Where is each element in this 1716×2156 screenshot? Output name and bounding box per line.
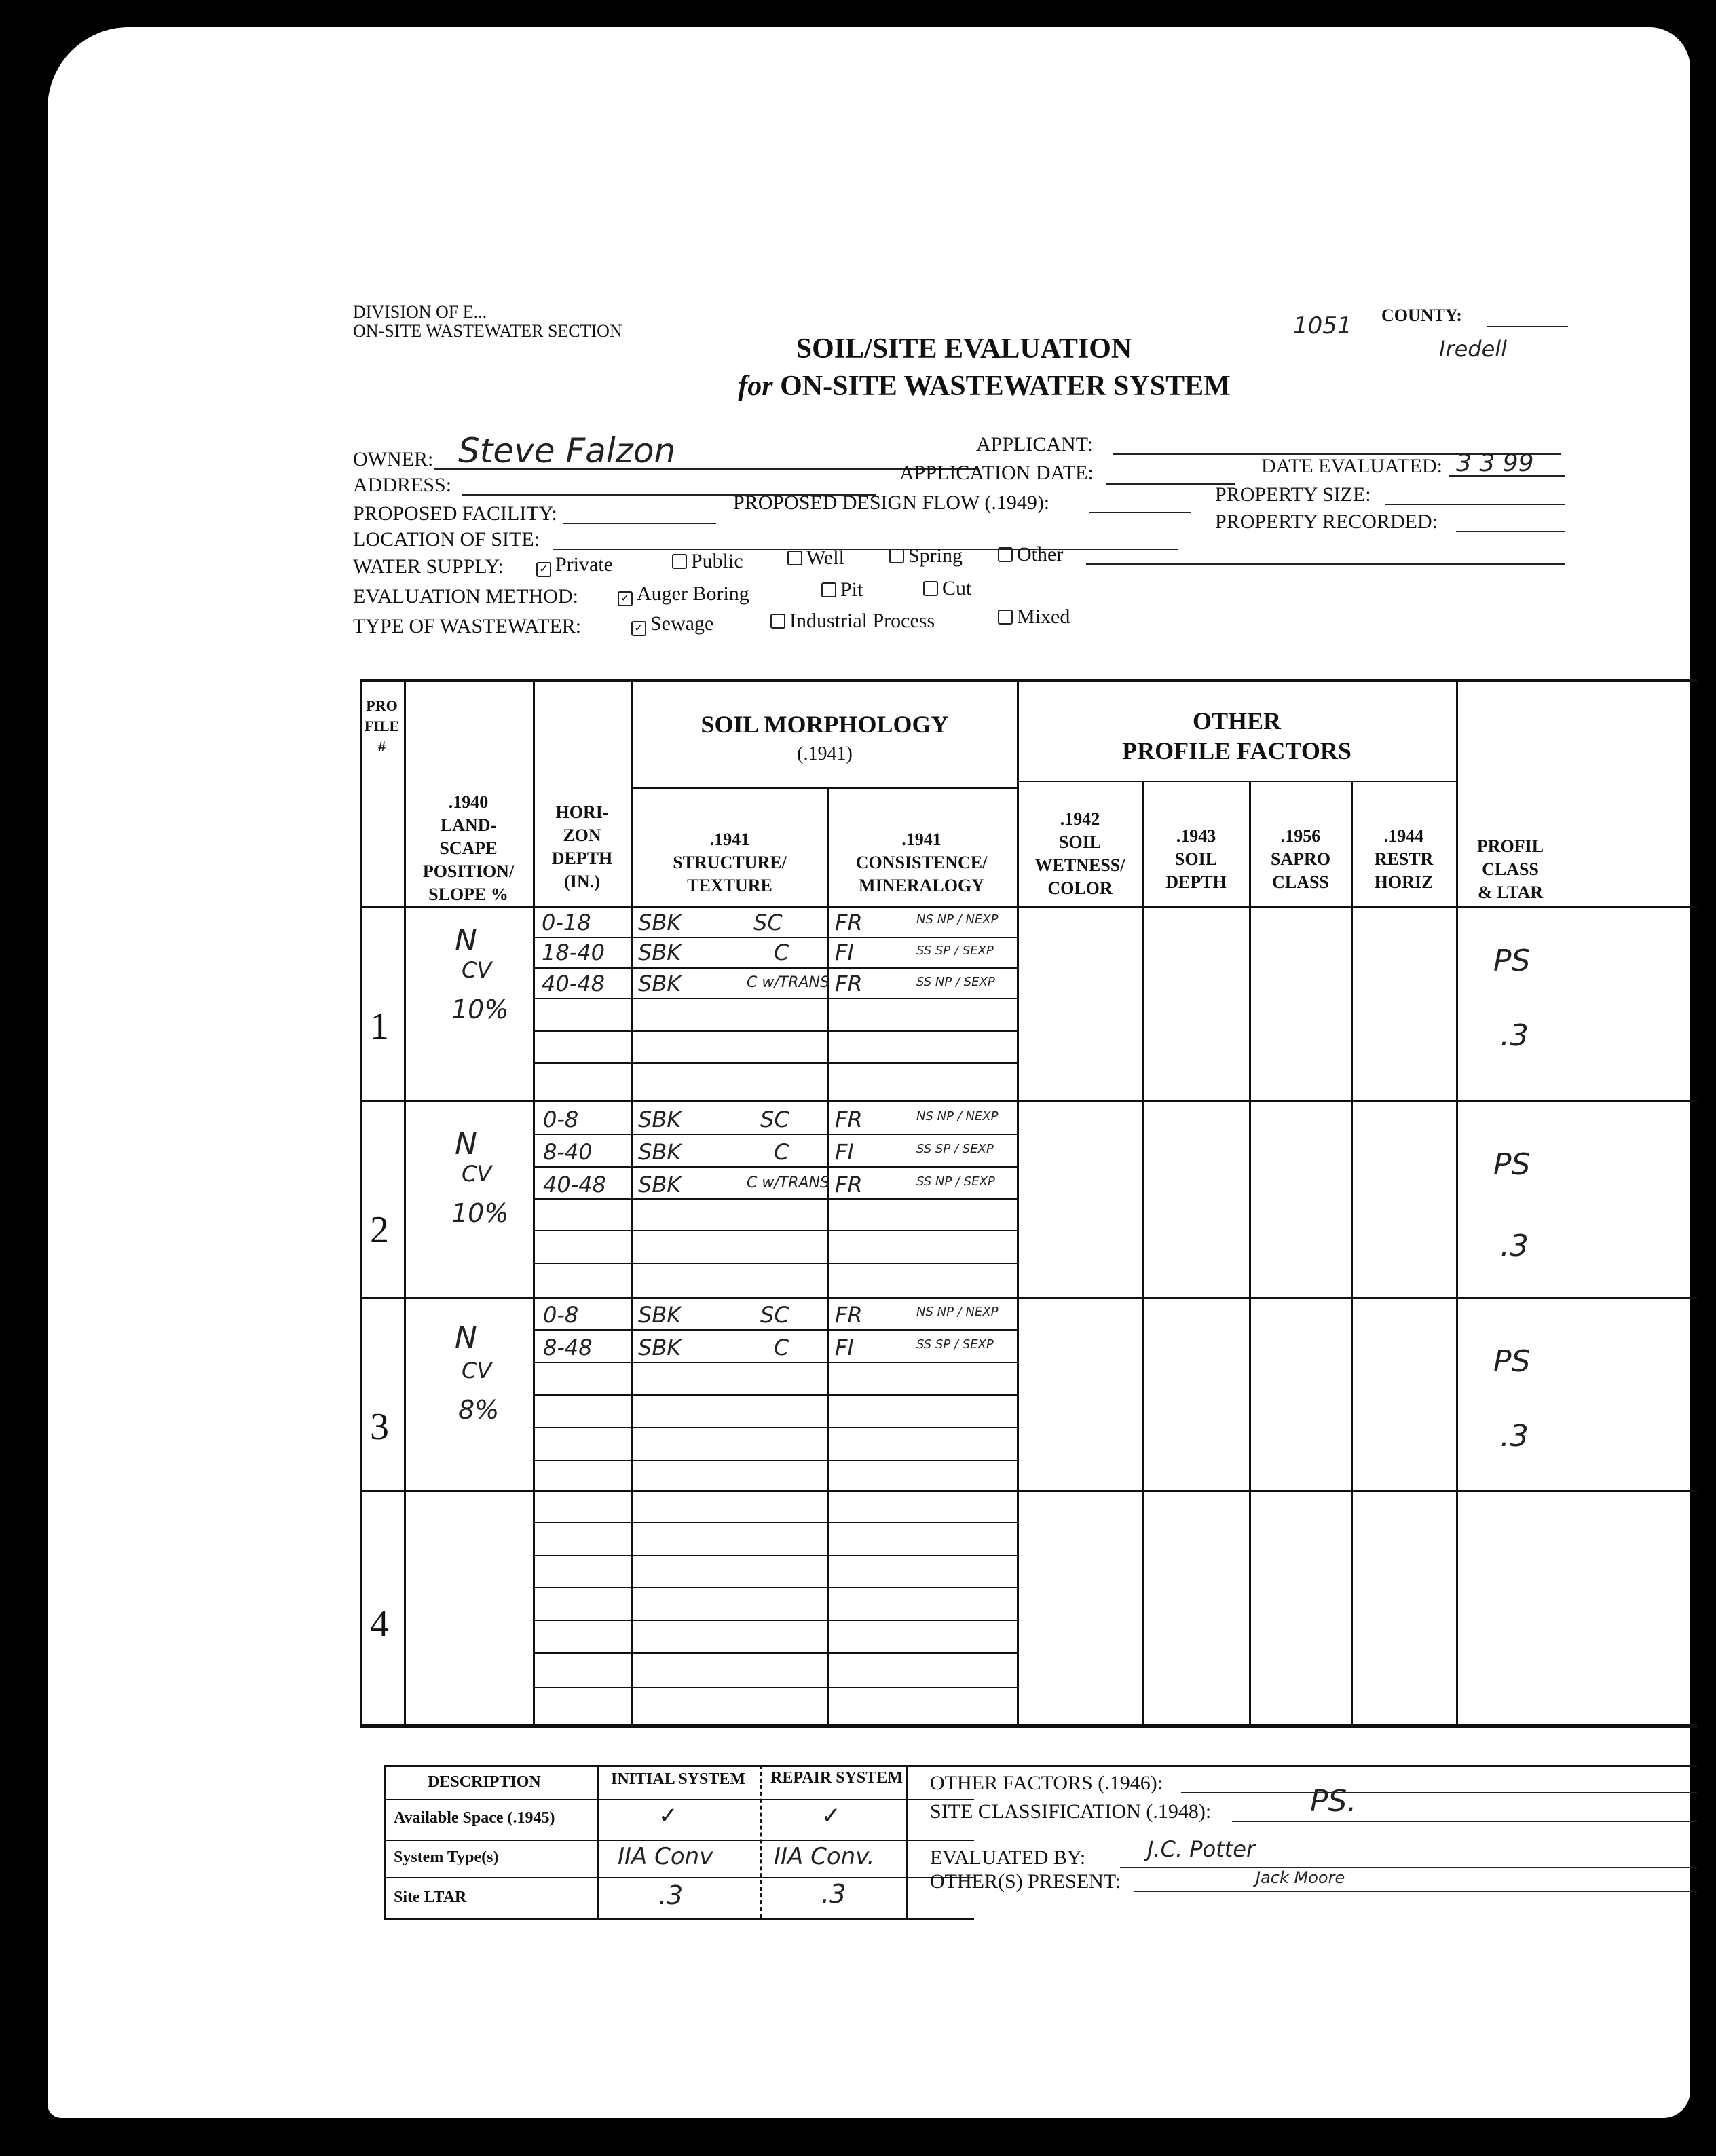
horizon-depth: 40-48 [543, 1172, 606, 1197]
texture-value: C [774, 1139, 789, 1165]
wastewater-label: TYPE OF WASTEWATER: [353, 615, 582, 637]
property-size-label: PROPERTY SIZE: [1215, 483, 1371, 506]
form-subtitle: for ON-SITE WASTEWATER SYSTEM [738, 371, 1231, 402]
checkbox-checked-icon: ✓ [631, 621, 646, 636]
texture-value: C w/TRANS [747, 1174, 829, 1191]
other-factors-label: OTHER FACTORS (.1946): [930, 1772, 1163, 1794]
eval-pit-option[interactable]: Pit [821, 578, 863, 601]
consistence-value: FI [835, 940, 854, 965]
available-space-label: Available Space (.1945) [394, 1809, 555, 1827]
consistence-value: FR [835, 1302, 863, 1328]
date-evaluated-label: DATE EVALUATED: [1261, 455, 1442, 477]
mineralogy-value: SS NP / SEXP [916, 1174, 995, 1189]
restr-header: .1944 RESTR HORIZ [1374, 826, 1434, 892]
checkbox-checked-icon: ✓ [618, 591, 633, 606]
soil-depth-header: .1943 SOIL DEPTH [1165, 826, 1227, 892]
county-value: Iredell [1439, 336, 1508, 362]
water-private-option[interactable]: ✓ Private [536, 553, 613, 577]
others-present-value: Jack Moore [1256, 1868, 1345, 1887]
initial-system-header: INITIAL SYSTEM [611, 1770, 746, 1788]
site-class-label: SITE CLASSIFICATION (.1948): [930, 1800, 1212, 1823]
others-present-label: OTHER(S) PRESENT: [930, 1870, 1121, 1893]
structure-value: SBK [638, 940, 682, 965]
profile-number: 1 [370, 1005, 389, 1047]
sapro-header: .1956 SAPRO CLASS [1270, 826, 1331, 892]
date-evaluated-value: 3 3 99 [1456, 449, 1534, 477]
structure-value: SBK [638, 1172, 682, 1197]
wastewater-sewage-option[interactable]: ✓ Sewage [631, 612, 713, 636]
soil-morphology-header: SOIL MORPHOLOGY (.1941) [701, 711, 949, 764]
consistence-value: FI [835, 1335, 854, 1360]
slope-value: 8% [458, 1395, 500, 1425]
horizon-depth: 0-8 [543, 1302, 579, 1328]
horizon-depth: 8-48 [543, 1335, 593, 1360]
water-public-option[interactable]: Public [672, 550, 743, 573]
texture-value: C w/TRANS [747, 974, 829, 991]
horizon-header: HORI- ZON DEPTH (IN.) [551, 802, 613, 891]
horizon-depth: 0-18 [542, 910, 591, 935]
property-recorded-label: PROPERTY RECORDED: [1215, 510, 1438, 533]
mineralogy-value: NS NP / NEXP [916, 1305, 999, 1319]
horizon-depth: 0-8 [543, 1107, 579, 1132]
checkbox-icon [998, 610, 1013, 625]
profile-number: 3 [370, 1406, 389, 1448]
owner-label: OWNER: [353, 448, 434, 470]
horizon-depth: 8-40 [543, 1139, 593, 1165]
profile-number: 4 [370, 1603, 389, 1645]
profile-class: PS [1493, 1147, 1531, 1182]
water-supply-label: WATER SUPPLY: [353, 555, 504, 578]
site-ltar-label: Site LTAR [394, 1889, 467, 1906]
structure-value: SBK [638, 971, 682, 997]
water-well-option[interactable]: Well [787, 546, 844, 570]
class-header: PROFIL CLASS & LTAR [1476, 836, 1544, 902]
consistence-header: .1941 CONSISTENCE/ MINERALOGY [855, 830, 988, 895]
slope-value: 10% [451, 1198, 509, 1228]
system-type-repair: IIA Conv. [774, 1843, 875, 1870]
consistence-value: FR [835, 971, 863, 997]
landscape-shape: CV [462, 1358, 492, 1383]
site-ltar-initial: .3 [658, 1880, 684, 1910]
checkbox-icon [672, 554, 687, 569]
texture-value: SC [760, 1107, 789, 1132]
mineralogy-value: NS NP / NEXP [916, 912, 999, 927]
slope-value: 10% [451, 995, 509, 1024]
wastewater-industrial-option[interactable]: Industrial Process [770, 610, 935, 633]
checkbox-icon [923, 581, 938, 596]
mineralogy-value: SS NP / SEXP [916, 975, 995, 989]
profile-ltar: .3 [1500, 1229, 1529, 1263]
texture-value: C [774, 1335, 789, 1360]
other-factors-header: OTHER PROFILE FACTORS [1122, 707, 1351, 764]
checkbox-icon [787, 551, 802, 565]
system-type-label: System Type(s) [394, 1848, 499, 1866]
mineralogy-value: SS SP / SEXP [916, 1142, 994, 1156]
structure-value: SBK [638, 1139, 682, 1165]
proposed-facility-label: PROPOSED FACILITY: [353, 502, 557, 525]
site-class-value: PS. [1310, 1784, 1357, 1819]
texture-value: SC [760, 1302, 789, 1328]
landscape-position: N [455, 1127, 477, 1161]
landscape-position: N [455, 923, 477, 958]
application-date-label: APPLICATION DATE: [899, 462, 1094, 484]
profile-class: PS [1493, 1344, 1531, 1379]
division-label: DIVISION OF E... [353, 302, 487, 322]
wetness-header: .1942 SOIL WETNESS/ COLOR [1034, 809, 1125, 898]
profile-class: PS [1493, 944, 1531, 978]
profile-ltar: .3 [1500, 1018, 1529, 1053]
system-type-initial: IIA Conv [618, 1843, 713, 1870]
landscape-header: .1940 LAND- SCAPE POSITION/ SLOPE % [422, 792, 515, 904]
owner-value: Steve Falzon [458, 431, 676, 470]
form-title: SOIL/SITE EVALUATION [796, 333, 1132, 365]
texture-value: C [774, 940, 789, 965]
horizon-depth: 18-40 [542, 940, 605, 965]
consistence-value: FR [835, 1107, 863, 1132]
structure-value: SBK [638, 1107, 682, 1132]
eval-auger-option[interactable]: ✓ Auger Boring [618, 582, 749, 606]
landscape-shape: CV [462, 1161, 492, 1187]
repair-system-header: REPAIR SYSTEM [770, 1769, 903, 1787]
wastewater-mixed-option[interactable]: Mixed [998, 606, 1070, 629]
checkbox-icon [821, 582, 836, 597]
structure-header: .1941 STRUCTURE/ TEXTURE [673, 830, 787, 895]
consistence-value: FR [835, 1172, 863, 1197]
profile-header: PROFILE # [364, 697, 400, 755]
address-label: ADDRESS: [353, 474, 452, 496]
mineralogy-value: SS SP / SEXP [916, 1337, 994, 1352]
structure-value: SBK [638, 1335, 682, 1360]
site-ltar-repair: .3 [821, 1879, 846, 1909]
mineralogy-value: NS NP / NEXP [916, 1109, 999, 1123]
landscape-position: N [455, 1320, 477, 1355]
checkbox-icon [770, 614, 785, 629]
evaluated-by-label: EVALUATED BY: [930, 1846, 1086, 1869]
available-space-repair: ✓ [821, 1802, 841, 1829]
form-sheet [48, 27, 1690, 2118]
checkbox-icon [889, 549, 904, 563]
county-label: COUNTY: [1381, 305, 1462, 325]
landscape-shape: CV [462, 957, 492, 983]
form-number: 1051 [1293, 312, 1352, 339]
eval-cut-option[interactable]: Cut [923, 577, 971, 600]
texture-value: SC [753, 910, 783, 935]
structure-value: SBK [638, 1302, 682, 1328]
horizon-depth: 40-48 [542, 971, 605, 997]
checkbox-icon [998, 547, 1013, 562]
mineralogy-value: SS SP / SEXP [916, 944, 994, 958]
available-space-initial: ✓ [658, 1802, 678, 1829]
eval-method-label: EVALUATION METHOD: [353, 585, 578, 608]
profile-ltar: .3 [1500, 1419, 1529, 1453]
design-flow-label: PROPOSED DESIGN FLOW (.1949): [733, 491, 1050, 514]
checkbox-checked-icon: ✓ [536, 562, 551, 577]
description-header: DESCRIPTION [428, 1773, 541, 1791]
consistence-value: FI [835, 1139, 854, 1165]
applicant-label: APPLICANT: [976, 433, 1093, 456]
consistence-value: FR [835, 910, 863, 935]
profile-number: 2 [370, 1209, 389, 1251]
structure-value: SBK [638, 910, 682, 935]
section-label: ON-SITE WASTEWATER SECTION [353, 321, 622, 341]
water-spring-option[interactable]: Spring [889, 544, 963, 568]
location-label: LOCATION OF SITE: [353, 528, 540, 551]
evaluated-by-signature: J.C. Potter [1147, 1836, 1256, 1862]
water-other-option[interactable]: Other [998, 543, 1063, 566]
